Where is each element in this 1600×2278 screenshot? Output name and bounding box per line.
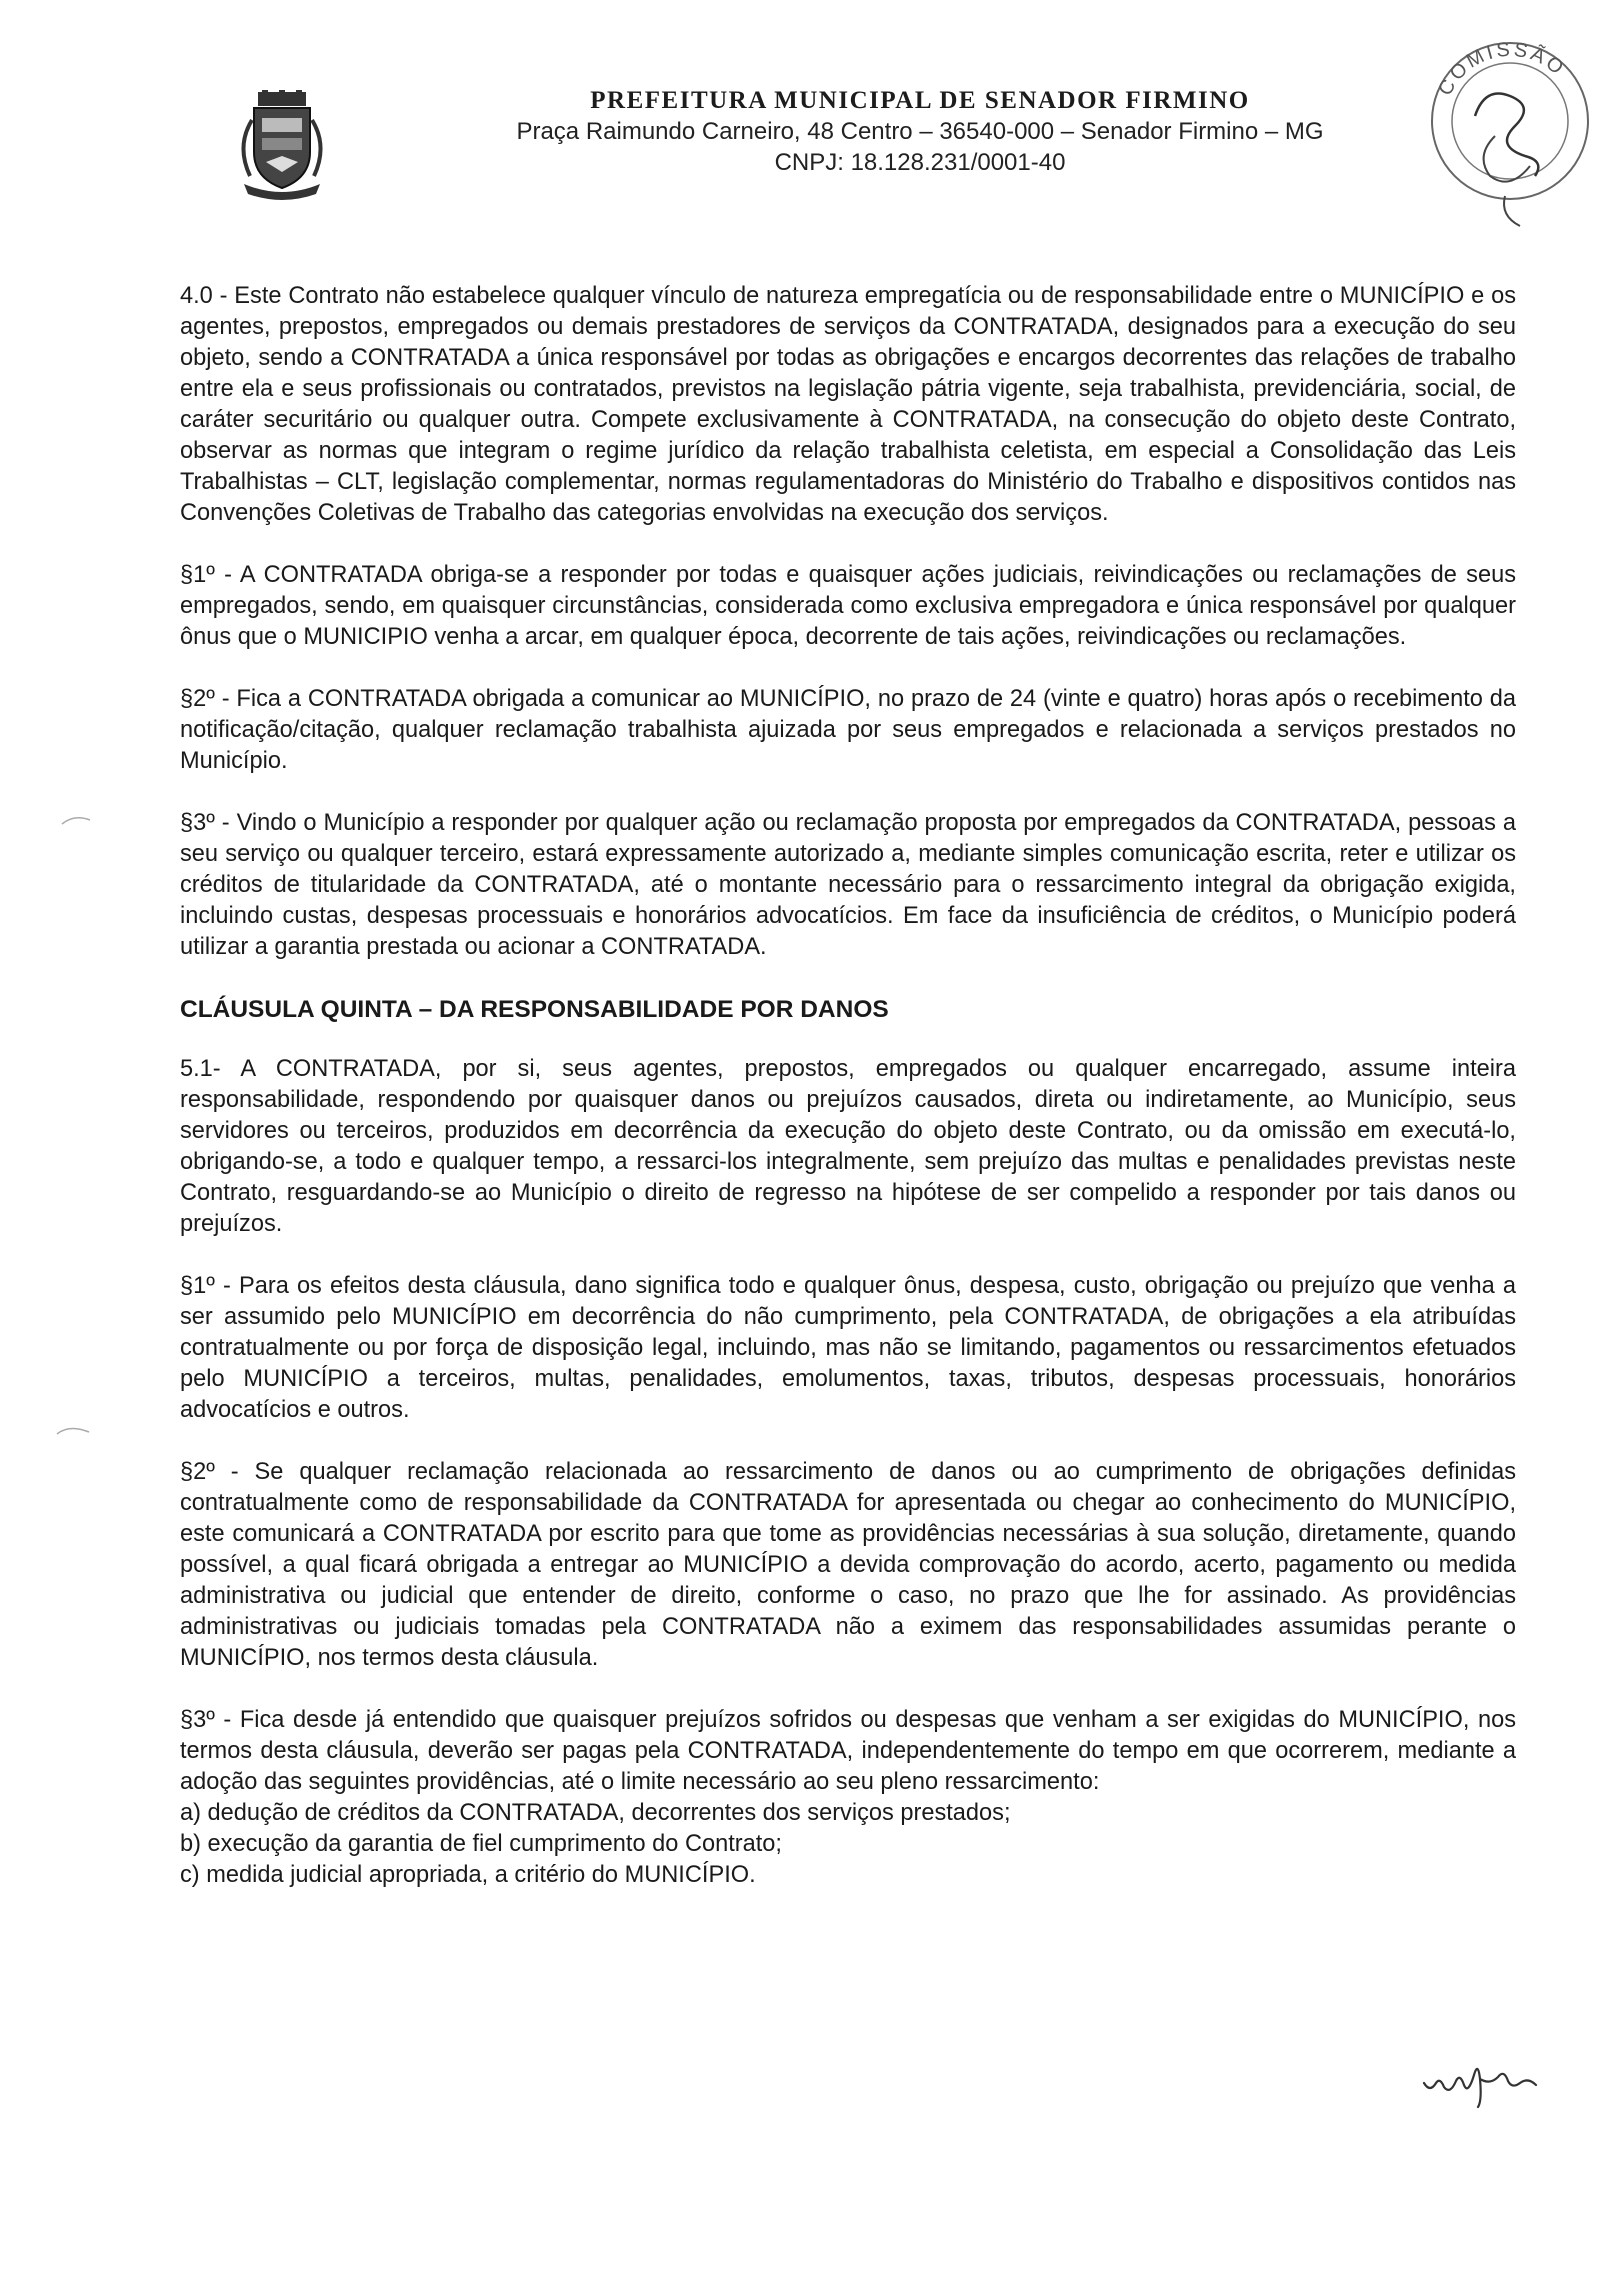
municipality-cnpj: CNPJ: 18.128.231/0001-40 bbox=[774, 149, 1066, 176]
list-item: b) execução da garantia de fiel cumprimento do Contrato; bbox=[180, 1831, 782, 1857]
municipality-title: PREFEITURA MUNICIPAL DE SENADOR FIRMINO bbox=[590, 87, 1250, 114]
municipality-address: Praça Raimundo Carneiro, 48 Centro – 36540-000 – Senador Firmino – MG bbox=[516, 118, 1324, 145]
paragraph-section-1: §1º - A CONTRATADA obriga-se a responder por todas e quaisquer ações judiciais, reivindicações ou reclamações de seus empregados, sendo, em quaisquer circunstâncias, considerada como exclusiva empregadora e única responsável por qualquer ônus que o MUNICIPIO venha a arcar, em qualquer época, decorrente de tais ações, reivindicações ou reclamações. bbox=[180, 562, 1516, 650]
contract-body bbox=[180, 281, 1516, 1891]
list-item: a) dedução de créditos da CONTRATADA, decorrentes dos serviços prestados; bbox=[180, 1800, 1011, 1826]
letterhead bbox=[420, 86, 1420, 178]
paragraph-reimbursement: §3º - Fica desde já entendido que quaisquer prejuízos sofridos ou despesas que venham a ser exigidas do MUNICÍPIO, nos termos desta cláusula, deverão ser pagas pela CONTRATADA, independentemente do tempo em que ocorrerem, mediante a adoção das seguintes providências, até o limite necessário ao seu pleno ressarcimento: bbox=[180, 1707, 1516, 1795]
svg-text:COMISSÃO bbox=[1434, 39, 1569, 100]
paragraph-damage-definition: §1º - Para os efeitos desta cláusula, dano significa todo e qualquer ônus, despesa, custo, obrigação ou prejuízo que venha a ser assumido pelo MUNICÍPIO em decorrência do não cumprimento, pela CONTRATADA, de obrigações a ela atribuídas contratualmente ou por força de disposição legal, incluindo, mas não se limitando, pagamentos ou ressarcimentos efetuados pelo MUNICÍPIO a terceiros, multas, penalidades, emolumentos, taxas, tributos, despesas processuais, honorários advocatícios e outros. bbox=[180, 1273, 1516, 1423]
clause-heading: CLÁUSULA QUINTA – DA RESPONSABILIDADE POR DANOS bbox=[180, 996, 889, 1023]
list-item: c) medida judicial apropriada, a critério do MUNICÍPIO. bbox=[180, 1862, 756, 1888]
stamp-text: COMISSÃO bbox=[1434, 38, 1570, 100]
scan-mark bbox=[60, 810, 100, 830]
paragraph-claim-notification: §2º - Se qualquer reclamação relacionada ao ressarcimento de danos ou ao cumprimento de obrigações definidas contratualmente como de responsabilidade da CONTRATADA for apresentada ou chegar ao conhecimento do MUNICÍPIO, este comunicará a CONTRATADA por escrito para que tome as providências necessárias à sua solução, diretamente, quando possível, a qual ficará obrigada a entregar ao MUNICÍPIO a devida comprovação do acordo, acerto, pagamento ou medida administrativa ou judicial que entender de direito, conforme o caso, no prazo que lhe for assinado. As providências administrativas ou judiciais tomadas pela CONTRATADA não a eximem das responsabilidades assumidas perante o MUNICÍPIO, nos termos desta cláusula. bbox=[180, 1459, 1516, 1671]
municipal-coat-of-arms-icon bbox=[232, 90, 332, 202]
paragraph-section-2: §2º - Fica a CONTRATADA obrigada a comunicar ao MUNICÍPIO, no prazo de 24 (vinte e quatro) horas após o recebimento da notificação/citação, qualquer reclamação trabalhista ajuizada por seus empregados e relacionada a serviços prestados no Município. bbox=[180, 686, 1516, 774]
paragraph-5-1: 5.1- A CONTRATADA, por si, seus agentes, prepostos, empregados ou qualquer encarregado, assume inteira responsabilidade, respondendo por quaisquer danos ou prejuízos causados, direta ou indiretamente, ao Município, seus servidores ou terceiros, produzidos em decorrência da execução do objeto deste Contrato, ou da omissão em executá-lo, obrigando-se, a todo e qualquer tempo, a ressarci-los integralmente, sem prejuízo das multas e penalidades previstas neste Contrato, resguardando-se ao Município o direito de regresso na hipótese de ser compelido a responder por tais danos ou prejuízos. bbox=[180, 1056, 1516, 1237]
paragraph-section-3: §3º - Vindo o Município a responder por qualquer ação ou reclamação proposta por empregados da CONTRATADA, pessoas a seu serviço ou qualquer terceiro, estará expressamente autorizado a, mediante simples comunicação escrita, reter e utilizar os créditos de titularidade da CONTRATADA, até o montante necessário para o ressarcimento integral da obrigação exigida, incluindo custas, despesas processuais e honorários advocatícios. Em face da insuficiência de créditos, o Município poderá utilizar a garantia prestada ou acionar a CONTRATADA. bbox=[180, 810, 1516, 960]
paragraph-4-0: 4.0 - Este Contrato não estabelece qualquer vínculo de natureza empregatícia ou de responsabilidade entre o MUNICÍPIO e os agentes, prepostos, empregados ou demais prestadores de serviços da CONTRATADA, designados para a execução do seu objeto, sendo a CONTRATADA a única responsável por todas as obrigações e encargos decorrentes das relações de trabalho entre ela e seus profissionais ou contratados, previstos na legislação pátria vigente, seja trabalhista, previdenciária, social, de caráter securitário ou qualquer outra. Compete exclusivamente à CONTRATADA, na consecução do objeto deste Contrato, observar as normas que integram o regime jurídico da relação trabalhista celetista, em especial a Consolidação das Leis Trabalhistas – CLT, legislação complementar, normas regulamentadoras do Ministério do Trabalho e dispositivos contidos nas Convenções Coletivas de Trabalho das categorias envolvidas na execução dos serviços. bbox=[180, 283, 1516, 526]
scan-mark bbox=[55, 1420, 95, 1440]
handwritten-initials-icon bbox=[1420, 2055, 1540, 2110]
commission-stamp-icon bbox=[1415, 26, 1595, 236]
